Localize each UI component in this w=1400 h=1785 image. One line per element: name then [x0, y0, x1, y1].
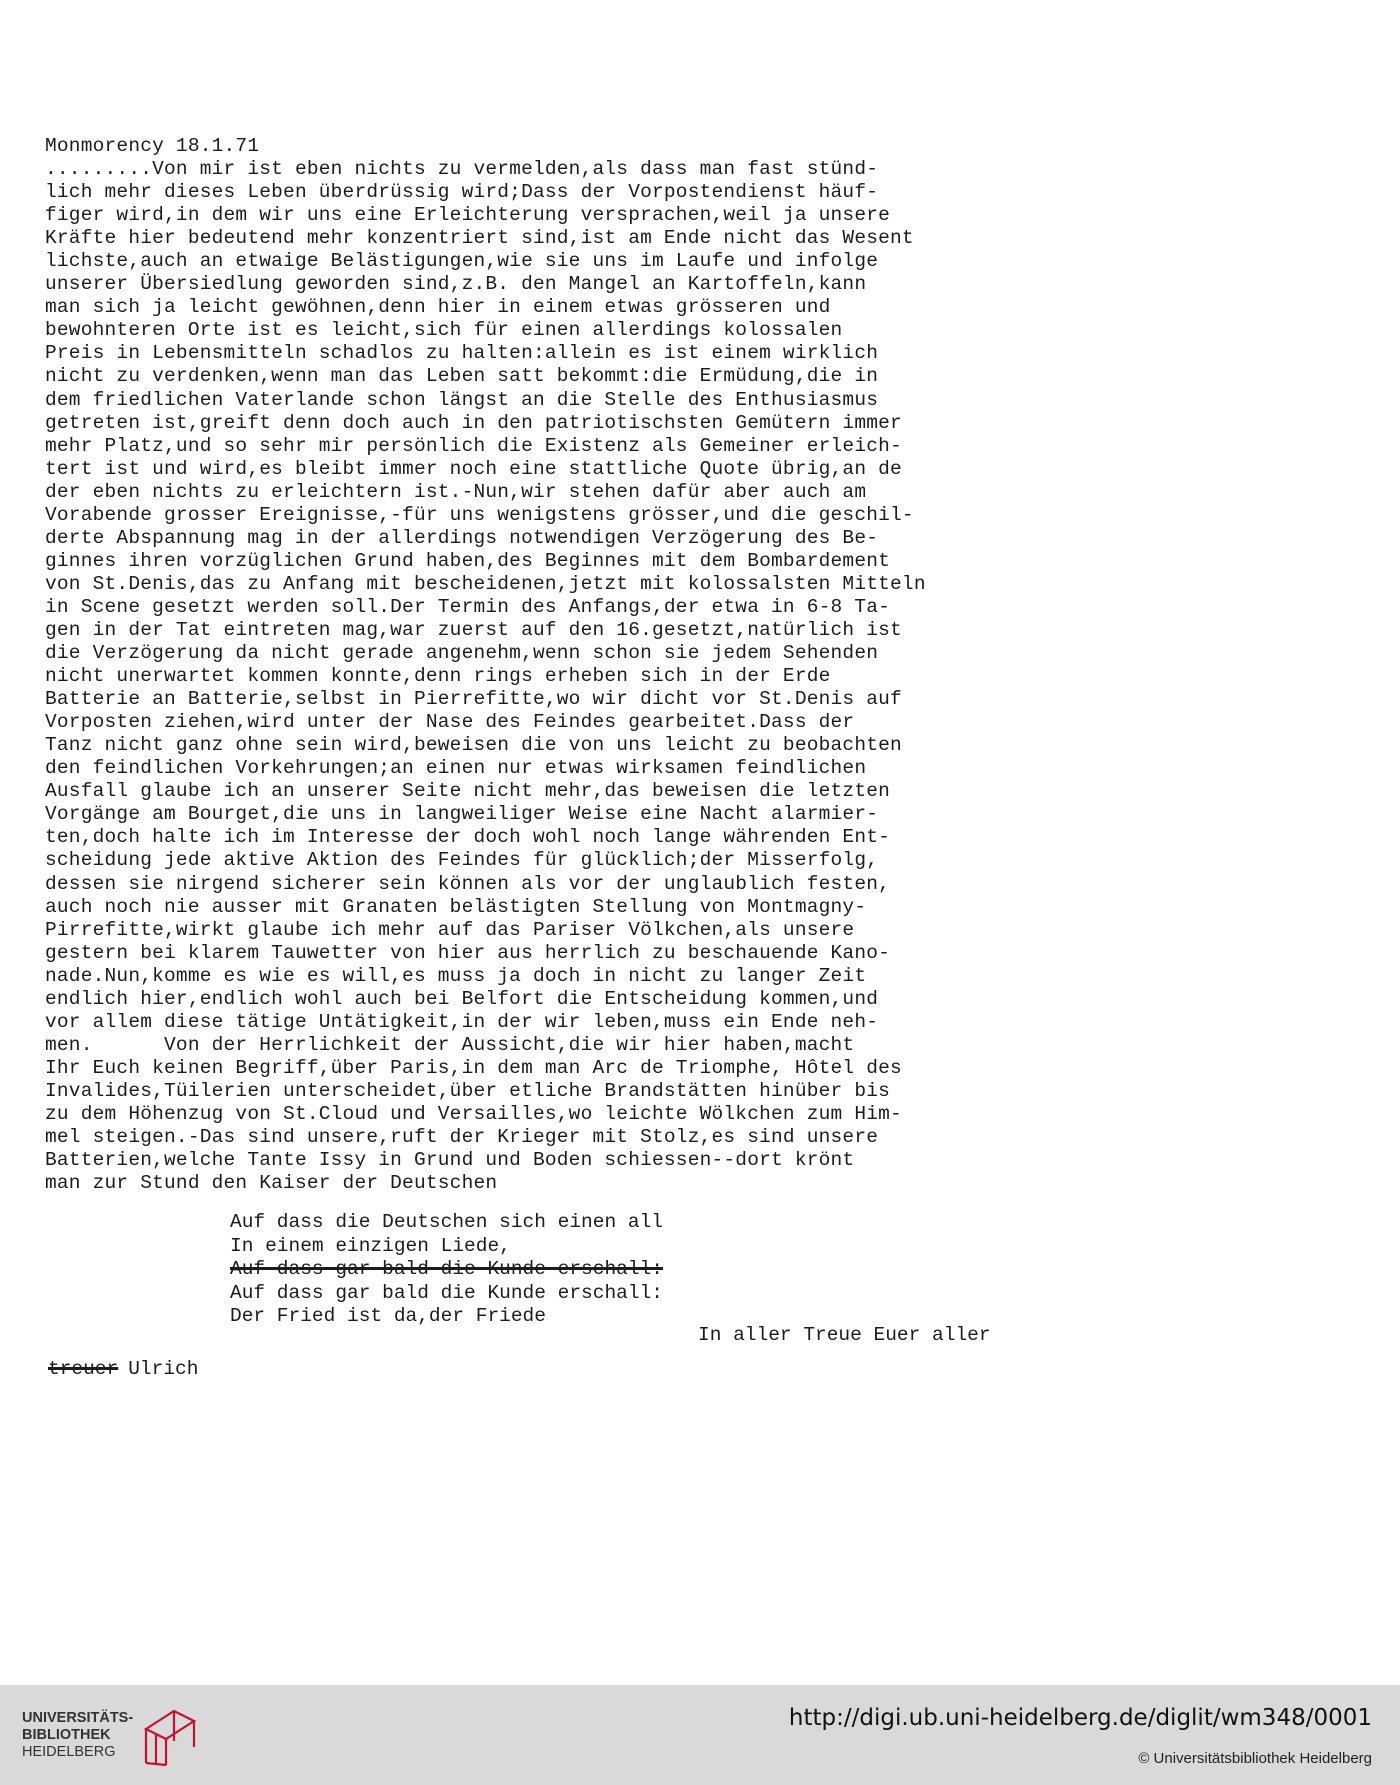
letter-heading: Monmorency 18.1.71	[45, 135, 260, 157]
verse-block	[230, 1211, 663, 1329]
letter-line: figer wird,in dem wir uns eine Erleichterung versprachen,weil ja unsere	[45, 204, 891, 227]
letter-line: nade.Nun,komme es wie es will,es muss ja doch in nicht zu langer Zeit	[45, 964, 867, 987]
letter-line: Pirrefitte,wirkt glaube ich mehr auf das Pariser Völkchen,als unsere	[45, 918, 855, 941]
letter-line: endlich hier,endlich wohl auch bei Belfort die Entscheidung kommen,und	[45, 987, 879, 1010]
letter-line: scheidung jede aktive Aktion des Feindes für glücklich;der Misserfolg,	[45, 849, 879, 872]
letter-line: nicht zu verdenken,wenn man das Leben satt bekommt:die Ermüdung,die in	[45, 365, 879, 388]
letter-line: Ihr Euch keinen Begriff,über Paris,in dem man Arc de Triomphe, Hôtel des	[45, 1056, 902, 1079]
letter-line: Batterie an Batterie,selbst in Pierrefitte,wo wir dicht vor St.Denis auf	[45, 688, 902, 711]
library-line3: HEIDELBERG	[22, 1744, 116, 1760]
letter-line: .........Von mir ist eben nichts zu vermelden,als dass man fast stünd-	[45, 158, 879, 181]
letter-line: Vorabende grosser Ereignisse,-für uns wenigstens grösser,und die geschil-	[45, 503, 914, 526]
footer-bar	[0, 1685, 1400, 1785]
letter-line: Vorgänge am Bourget,die uns in langweiliger Weise eine Nacht alarmier-	[45, 803, 879, 826]
letter-lines	[45, 158, 1165, 1195]
letter-line: Ausfall glaube ich an unserer Seite nicht mehr,das beweisen die letzten	[45, 780, 891, 803]
letter-line: men. Von der Herrlichkeit der Aussicht,die wir hier haben,macht	[45, 1033, 855, 1056]
verse-line: Auf dass gar bald die Kunde erschall:	[230, 1281, 663, 1304]
verse-line: Der Fried ist da,der Friede	[230, 1305, 546, 1327]
library-logo[interactable]	[22, 1707, 202, 1767]
letter-line: Vorposten ziehen,wird unter der Nase des Feindes gearbeitet.Dass der	[45, 711, 855, 734]
letter-line: den feindlichen Vorkehrungen;an einen nur etwas wirksamen feindlichen	[45, 757, 867, 780]
letter-line: ginnes ihren vorzüglichen Grund haben,des Beginnes mit dem Bombardement	[45, 549, 891, 572]
letter-line: auch noch nie ausser mit Granaten belästigten Stellung von Montmagny-	[45, 895, 867, 918]
letter-line: gestern bei klarem Tauwetter von hier aus herrlich zu beschauende Kano-	[45, 941, 891, 964]
library-line1: UNIVERSITÄTS-	[22, 1710, 134, 1726]
permalink-url[interactable]: http://digi.ub.uni-heidelberg.de/diglit/wm348/0001	[788, 1705, 1372, 1731]
library-line2: BIBLIOTHEK	[22, 1727, 111, 1743]
letter-line: man sich ja leicht gewöhnen,denn hier in einem etwas grösseren und	[45, 296, 831, 319]
verse-line: Auf dass die Deutschen sich einen all	[230, 1211, 663, 1233]
signature	[48, 1358, 198, 1380]
letter-line: bewohnteren Orte ist es leicht,sich für einen allerdings kolossalen	[45, 319, 843, 342]
letter-line: Preis in Lebensmitteln schadlos zu halten:allein es ist einem wirklich	[45, 342, 879, 365]
copyright-notice: © Universitätsbibliothek Heidelberg	[1138, 1750, 1372, 1767]
letter-line: die Verzögerung da nicht gerade angenehm,wenn schon sie jedem Sehenden	[45, 642, 879, 665]
letter-line: dessen sie nirgend sicherer sein können als vor der unglaublich festen,	[45, 872, 891, 895]
letter-line: gen in der Tat eintreten mag,war zuerst auf den 16.gesetzt,natürlich ist	[45, 618, 902, 641]
letter-line: zu dem Höhenzug von St.Cloud und Versailles,wo leichte Wölkchen zum Him-	[45, 1102, 902, 1125]
letter-line: Tanz nicht ganz ohne sein wird,beweisen die von uns leicht zu beobachten	[45, 734, 902, 757]
letter-line: in Scene gesetzt werden soll.Der Termin des Anfangs,der etwa in 6-8 Ta-	[45, 595, 891, 618]
struck-word: treuer	[48, 1358, 119, 1380]
letter-line: mehr Platz,und so sehr mir persönlich die Existenz als Gemeiner erleich-	[45, 434, 902, 457]
letter-line: vor allem diese tätige Untätigkeit,in der wir leben,muss ein Ende neh-	[45, 1010, 879, 1033]
letter-line: mel steigen.-Das sind unsere,ruft der Krieger mit Stolz,es sind unsere	[45, 1126, 879, 1149]
letter-body	[45, 135, 1165, 1195]
letter-line: lichste,auch an etwaige Belästigungen,wie sie uns im Laufe und infolge	[45, 250, 879, 273]
letter-line: tert ist und wird,es bleibt immer noch eine stattliche Quote übrig,an de	[45, 457, 902, 480]
letter-line: der eben nichts zu erleichtern ist.-Nun,wir stehen dafür aber auch am	[45, 480, 867, 503]
letter-line: lich mehr dieses Leben überdrüssig wird;Dass der Vorpostendienst häuf-	[45, 181, 879, 204]
verse-line-struck: Auf dass gar bald die Kunde erschall:	[230, 1258, 663, 1280]
signature-name: Ulrich	[128, 1358, 199, 1380]
letter-line: nicht unerwartet kommen konnte,denn rings erheben sich in der Erde	[45, 665, 831, 688]
letter-line: ten,doch halte ich im Interesse der doch wohl noch lange währenden Ent-	[45, 826, 891, 849]
letter-line: getreten ist,greift denn doch auch in den patriotischsten Gemütern immer	[45, 411, 902, 434]
letter-line: von St.Denis,das zu Anfang mit bescheidenen,jetzt mit kolossalsten Mitteln	[45, 572, 926, 595]
letter-line: dem friedlichen Vaterlande schon längst an die Stelle des Enthusiasmus	[45, 388, 879, 411]
letter-line: Kräfte hier bedeutend mehr konzentriert sind,ist am Ende nicht das Wesent	[45, 227, 914, 250]
verse-line: In einem einzigen Liede,	[230, 1234, 511, 1257]
letter-line: derte Abspannung mag in der allerdings notwendigen Verzögerung des Be-	[45, 526, 879, 549]
letter-line: unserer Übersiedlung geworden sind,z.B. den Mangel an Kartoffeln,kann	[45, 273, 867, 296]
closing-line: In aller Treue Euer aller	[698, 1324, 991, 1346]
letter-line: Batterien,welche Tante Issy in Grund und Boden schiessen--dort krönt	[45, 1149, 855, 1172]
library-logo-icon	[140, 1707, 200, 1767]
library-name	[22, 1710, 133, 1761]
letter-line: man zur Stund den Kaiser der Deutschen	[45, 1172, 498, 1195]
letter-line: Invalides,Tüilerien unterscheidet,über etliche Brandstätten hinüber bis	[45, 1079, 891, 1102]
